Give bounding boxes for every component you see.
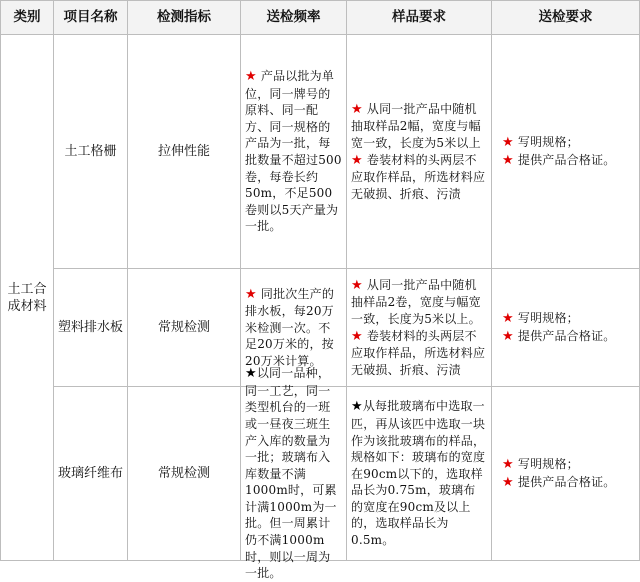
header-item-name: 项目名称: [54, 1, 127, 34]
bullet-text: 同批次生产的排水板，每20万米检测一次。不足20万米的，按20万米计算。: [245, 286, 335, 368]
bullet-item: [502, 328, 635, 346]
row3-submission-list: [502, 456, 635, 491]
bullet-item: [245, 68, 342, 235]
star-icon: ★: [245, 286, 257, 302]
row3-name: 玻璃纤维布: [57, 466, 123, 481]
header-frequency: 送检频率: [241, 1, 346, 34]
star-icon: ★: [351, 152, 363, 168]
row2-name: 塑料排水板: [57, 320, 123, 335]
bullet-item: [245, 365, 342, 582]
bullet-text: 以同一品种，同一工艺，同一类型机台的一班或一昼夜三班生产入库的数量为一批；玻璃布入库数量不满1000m时，可累计满1000m为一批。但一周累计仍不满1000m时，则以一周为一批。: [245, 366, 337, 581]
star-icon: ★: [351, 399, 363, 415]
bullet-text: 写明规格；: [513, 134, 579, 149]
row3-frequency-list: [245, 365, 342, 582]
header-submission: 送检要求: [492, 1, 639, 34]
bullet-item: [351, 328, 487, 379]
row3-sample-list: [351, 398, 487, 548]
row1-submission: [492, 35, 639, 268]
bullet-item: [502, 310, 635, 328]
row2-frequency-list: [245, 286, 342, 370]
bullet-text: 卷装材料的头两层不应取作样品，所选材料应无破损、折痕、污渍: [351, 328, 486, 377]
row1-sample-list: [351, 101, 487, 203]
bullet-text: 从每批玻璃布中选取一匹，再从该匹中选取一块作为该批玻璃布的样品，规格如下：玻璃布的宽度在90cm以下的，选取样品长为0.75m，玻璃布的宽度在90cm及以上的，选取样品长为0.5m。: [351, 399, 486, 548]
header-indicator: 检测指标: [128, 1, 240, 34]
star-icon: ★: [502, 456, 514, 472]
row3-frequency: [241, 366, 346, 581]
bullet-text: 卷装材料的头两层不应取作样品，所选材料应无破损、折痕、污渍: [351, 152, 486, 201]
row1-frequency-list: [245, 68, 342, 235]
bullet-item: [502, 152, 635, 170]
row1-submission-list: [502, 134, 635, 169]
bullet-item: [351, 152, 487, 203]
row1-name: 土工格栅: [64, 144, 117, 159]
row3-indicator: 常规检测: [157, 466, 210, 481]
row2-submission-list: [502, 310, 635, 345]
bullet-text: 从同一批产品中随机抽取样品2幅，宽度与幅宽一致，长度为5米以上: [351, 101, 481, 150]
header-category: 类别: [1, 1, 53, 34]
bullet-text: 提供产品合格证。: [513, 328, 616, 343]
bullet-item: [245, 286, 342, 370]
bullet-item: [502, 456, 635, 474]
bullet-text: 写明规格；: [513, 456, 579, 471]
row2-submission: [492, 269, 639, 386]
bullet-text: 提供产品合格证。: [513, 474, 616, 489]
category-label: 土工合成材料: [7, 281, 47, 314]
bullet-item: [351, 101, 487, 152]
star-icon: ★: [502, 134, 514, 150]
bullet-item: [351, 398, 487, 548]
category-cell: [1, 35, 53, 560]
star-icon: ★: [351, 328, 363, 344]
row1-frequency: [241, 35, 346, 268]
star-icon: ★: [351, 277, 363, 293]
row1-indicator: 拉伸性能: [157, 144, 210, 159]
row2-indicator: 常规检测: [157, 320, 210, 335]
row1-sample: [347, 35, 491, 268]
bullet-text: 写明规格；: [513, 310, 579, 325]
star-icon: ★: [245, 366, 257, 382]
bullet-text: 产品以批为单位，同一牌号的原料、同一配方、同一规格的产品为一批，每批数量不超过500卷，每卷长约50m，不足500卷则以5天产量为一批。: [245, 69, 342, 234]
row3-submission: [492, 387, 639, 560]
bullet-text: 从同一批产品中随机抽样品2卷，宽度与幅宽一致，长度为5米以上。: [351, 277, 481, 326]
header-sample: 样品要求: [347, 1, 491, 34]
star-icon: ★: [502, 328, 514, 344]
row3-sample: [347, 387, 491, 560]
row2-sample-list: [351, 277, 487, 379]
star-icon: ★: [502, 310, 514, 326]
star-icon: ★: [351, 101, 363, 117]
bullet-item: [502, 134, 635, 152]
bullet-text: 提供产品合格证。: [513, 152, 616, 167]
bullet-item: [502, 474, 635, 492]
star-icon: ★: [502, 474, 514, 490]
row2-sample: [347, 269, 491, 386]
bullet-item: [351, 277, 487, 328]
star-icon: ★: [502, 152, 514, 168]
star-icon: ★: [245, 69, 257, 85]
